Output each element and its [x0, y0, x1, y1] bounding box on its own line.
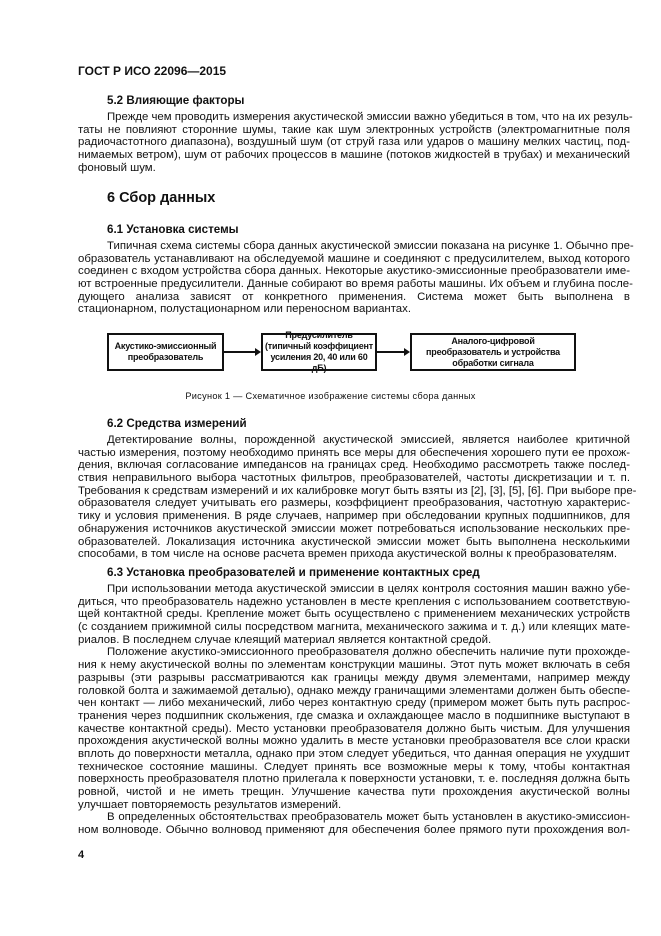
section-s63 — [78, 566, 630, 837]
text-line: щей контактной среды. Крепление может быть осуществлено с применением механических устройств — [78, 608, 630, 621]
text-line: образователь устанавливают на обследуемой машине и соединяют с предусилителем, выход которого — [78, 252, 630, 265]
section-s61 — [78, 223, 634, 316]
text-line: обнаружения источников акустической эмиссии может потребоваться использование нескольких пре- — [78, 522, 630, 535]
text-line: стационарном, полустационарном или переносном вариантах. — [78, 303, 411, 316]
text-line: качестве контактной среды). Место установки преобразователя должно быть чистым. Для улучшения — [78, 722, 630, 735]
text-line: тику и условия применения. В ряде случаев, например при обследовании крупных подшипников, для — [78, 510, 630, 523]
paragraph — [78, 811, 630, 836]
text-line: ют встроенные предусилители. Данные собирают во время работы машины. Их объем и глубина после- — [78, 278, 633, 291]
text-line: улучшает повторяемость результатов измерений. — [78, 798, 342, 811]
text-line: разрывы (эти разрывы рассматриваются как границы между двумя элементами, например между — [78, 671, 630, 684]
text-line: головкой болта и зажимаемой деталью), однако между граничащими элементами должен быть обеспе- — [78, 684, 630, 697]
text-line: радиочастотного диапазона), воздушный шум (от струй газа или ударов о машину мелких частиц, под- — [78, 136, 630, 149]
section-s6 — [78, 190, 630, 207]
text-line: транения через подшипник скольжения, где смазка и охлаждающее масло в подшипнике выступают в — [78, 709, 630, 722]
text-line: диться, что преобразователь надежно установлен в месте крепления с использованием соответствую- — [78, 595, 630, 608]
text-line: ном волноводе. Обычно волновод применяют для обеспечения более прямого пути прохождения вол- — [78, 824, 630, 837]
text-line: Требования к средствам измерений и их калибровке могут быть взяты из [2], [3], [5], [6]. При выборе пре- — [78, 484, 637, 497]
text-line: дующего анализа зависят от конкретного применения. Система может быть выполнена в — [78, 290, 630, 303]
section-heading: 6 Сбор данных — [107, 190, 216, 206]
text-line: чен контакт — либо механический, либо через контактную среду (примером может быть путь распрос- — [78, 697, 630, 710]
paragraph — [78, 583, 630, 646]
section-s62 — [78, 417, 637, 561]
text-line: (с созданием прижимной силы посредством магнита, механического зажима и т. д.) или клеящих мате- — [78, 621, 630, 634]
section-s52 — [78, 94, 633, 174]
paragraph — [78, 434, 637, 561]
text-line: таты не повлияют сторонние шумы, такие как шум электронных устройств (электромагнитные поля — [78, 123, 630, 136]
text-line: фоновый шум. — [78, 161, 156, 174]
text-line: дения, включая согласование импедансов на границах сред. Необходимо рассмотреть также послед- — [78, 459, 630, 472]
text-line: ровной, чистой и не иметь трещин. Улучшение качества пути прохождения акустической волны — [78, 786, 630, 798]
text-line: ствия неправильного выбора частотных фильтров, преобразователей, частоты дискретизации и т. п. — [78, 472, 630, 485]
text-line: способами, в том числе на основе расчета времен прихода акустической волны к преобразователям. — [78, 548, 618, 561]
text-line: частью измерения, поэтому необходимо принять все меры для обеспечения хорошего пути ее прохож- — [78, 446, 630, 459]
paragraph — [78, 111, 633, 174]
arrow-icon — [224, 351, 259, 353]
figure-box-transducer: Акустико-эмиссионный преобразователь — [107, 333, 224, 371]
page-number: 4 — [78, 849, 85, 861]
figure-caption: Рисунок 1 — Схематичное изображение системы сбора данных — [185, 391, 476, 401]
document-header: ГОСТ Р ИСО 22096—2015 — [78, 64, 227, 78]
text-line: При использовании метода акустической эмиссии в целях контроля состояния машин важно убе- — [107, 583, 630, 595]
text-line: риалов. В последнем случае клеящий материал является контактной средой. — [78, 633, 492, 646]
text-line: Детектирование волны, порожденной акустической эмиссией, является наиболее критичной — [107, 434, 630, 446]
text-line: Положение акустико-эмиссионного преобразователя должно обеспечить наличие пути прохожде- — [107, 646, 630, 659]
section-heading: 5.2 Влияющие факторы — [107, 94, 245, 107]
figure-box-adc: Аналого-цифровой преобразователь и устройства обработки сигнала — [410, 333, 576, 371]
text-line: В определенных обстоятельствах преобразователь может быть установлен в акустико-эмиссион- — [107, 811, 630, 824]
text-line: поверхность преобразователя плотно прилегала к поверхности установки, т. е. последняя должна быть — [78, 773, 630, 786]
text-line: образователей. Локализация источника акустической эмиссии может быть выполнена несколькими — [78, 535, 630, 548]
section-heading: 6.2 Средства измерений — [107, 417, 247, 430]
paragraph — [78, 646, 630, 811]
section-heading: 6.3 Установка преобразователей и применение контактных сред — [107, 566, 480, 579]
text-line: образователя следует учитывать его размеры, коэффициент преобразования, частотную характерис- — [78, 497, 630, 510]
text-line: нимаемых ветром), шум от рабочих процессов в машине (потоков жидкостей в трубах) и механический — [78, 149, 630, 162]
text-line: прохождения акустической волны можно удалить в месте установки преобразователя все слои краски — [78, 735, 630, 748]
paragraph — [78, 240, 634, 316]
section-heading: 6.1 Установка системы — [107, 223, 239, 236]
arrow-icon — [377, 351, 408, 353]
text-line: техническое состояние машины. Следует принять все возможные меры к тому, чтобы контактная — [78, 760, 630, 773]
text-line: Типичная схема системы сбора данных акустической эмиссии показана на рисунке 1. Обычно пре- — [107, 240, 634, 252]
text-line: Прежде чем проводить измерения акустической эмиссии важно убедиться в том, что на их резуль- — [107, 111, 633, 123]
text-line: ния к нему акустической волны по элементам конструкции машины. Этот путь может включать в себя — [78, 659, 630, 672]
text-line: соединен с входом устройства сбора данных. Некоторые акустико-эмиссионные преобразователи име- — [78, 265, 630, 278]
figure-box-preamplifier: Предусилитель (типичный коэффициент усиления 20, 40 или 60 дБ) — [261, 333, 377, 371]
text-line: вплоть до поверхности металла, однако при этом следует убедиться, что данная операция не ухудшит — [78, 747, 630, 760]
